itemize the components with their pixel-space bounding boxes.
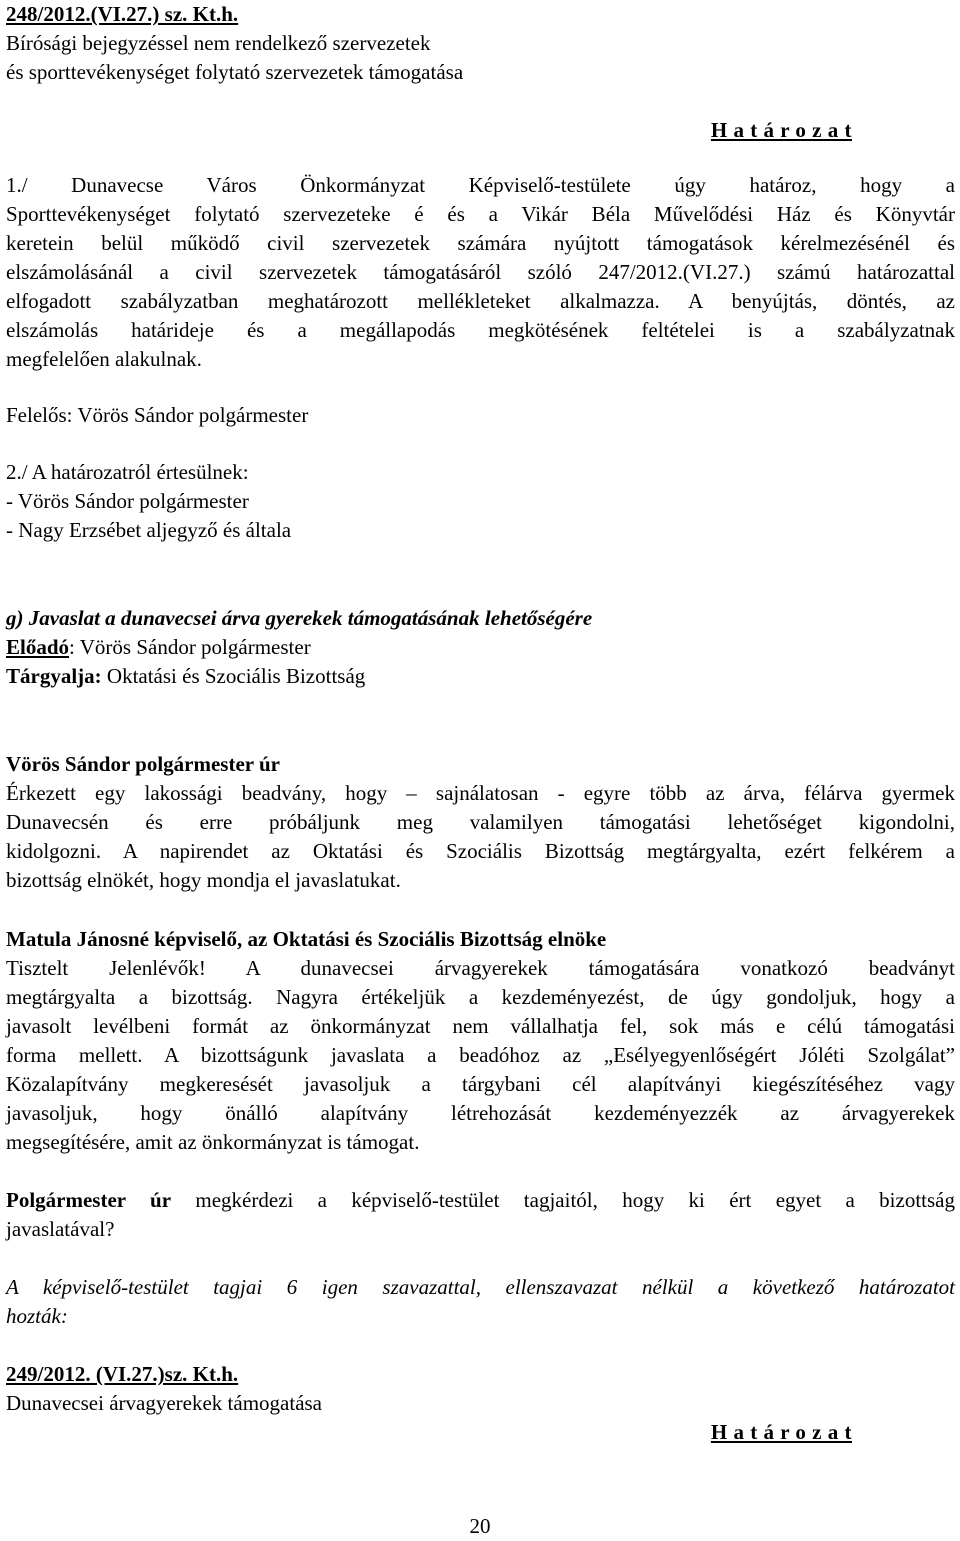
resolution-249-header <box>6 1360 955 1418</box>
discussed-by-value: Oktatási és Szociális Bizottság <box>101 664 366 688</box>
resolution-point-1 <box>6 171 955 374</box>
vote-result <box>6 1273 955 1331</box>
paragraph-line: elszámolásánál a civil szervezetek támogatásáról szóló 247/2012.(VI.27.) számú határozattal <box>6 260 955 284</box>
agenda-item-g <box>6 604 955 691</box>
paragraph-line: elfogadott szabályzatban meghatározott mellékleteket alkalmazza. A benyújtás, döntés, az <box>6 289 955 313</box>
resolution-number: 248/2012.(VI.27.) sz. Kt.h. <box>6 2 239 26</box>
recipient-item: - Nagy Erzsébet aljegyző és általa <box>6 518 292 542</box>
page-number: 20 <box>469 1514 491 1538</box>
responsible-person: Felelős: Vörös Sándor polgármester <box>6 403 309 427</box>
resolution-subject-line: Dunavecsei árvagyerekek támogatása <box>6 1391 323 1415</box>
paragraph-line: kidolgozni. A napirendet az Oktatási és Szociális Bizottság megtárgyalta, ezért felkérem a <box>6 839 955 863</box>
paragraph-line: megsegítésére, amit az önkormányzat is támogat. <box>6 1130 420 1154</box>
resolution-subject-line: és sporttevékenységet folytató szervezetek támogatása <box>6 60 464 84</box>
paragraph-line: javasoljuk, hogy önálló alapítvány létrehozását kezdeményezzék az árvagyerekek <box>6 1101 955 1125</box>
paragraph-line: Érkezett egy lakossági beadvány, hogy – sajnálatosan - egyre több az árva, félárva gyermek <box>6 781 955 805</box>
paragraph-line: elszámolás határideje és a megállapodás megkötésének feltételei is a szabályzatnak <box>6 318 955 342</box>
discussed-by-line <box>6 662 955 691</box>
agenda-item-title: g) Javaslat a dunavecsei árva gyerekek támogatásának lehetőségére <box>6 606 593 630</box>
resolution-248-header <box>6 0 955 87</box>
paragraph-line: A képviselő-testület tagjai 6 igen szavazattal, ellenszavazat nélkül a következő határozatot <box>6 1275 955 1299</box>
paragraph-line: keretein belül működő civil szervezetek számára nyújtott támogatások kérelmezésénél és <box>6 231 955 255</box>
presenter-line <box>6 633 955 662</box>
resolution-point-2 <box>6 458 955 545</box>
paragraph-line: megfelelően alakulnak. <box>6 347 202 371</box>
resolution-number: 249/2012. (VI.27.)sz. Kt.h. <box>6 1362 239 1386</box>
presenter-value: : Vörös Sándor polgármester <box>69 635 311 659</box>
speech-mayor-question <box>6 1186 955 1244</box>
paragraph-line <box>6 1186 955 1215</box>
paragraph-line: forma mellett. A bizottságunk javaslata a beadóhoz az „Esélyegyenlőségért Jóléti Szolgálat” <box>6 1043 955 1067</box>
presenter-label: Előadó <box>6 635 70 659</box>
paragraph-line: bizottság elnökét, hogy mondja el javaslatukat. <box>6 868 401 892</box>
paragraph-line: 1./ Dunavecse Város Önkormányzat Képviselő-testülete úgy határoz, hogy a <box>6 173 955 197</box>
paragraph-line: Közalapítvány megkeresését javasoljuk a tárgybani cél alapítványi kiegészítéséhez vagy <box>6 1072 955 1096</box>
speaker-name: Polgármester úr <box>6 1188 172 1212</box>
resolution-heading: H a t á r o z a t <box>710 1420 852 1444</box>
resolution-heading: H a t á r o z a t <box>710 118 852 142</box>
paragraph-line: megtárgyalta a bizottság. Nagyra értékeljük a kezdeményezést, de úgy gondoljuk, hogy a <box>6 985 955 1009</box>
resolution-subject-line: Bírósági bejegyzéssel nem rendelkező szervezetek <box>6 31 431 55</box>
paragraph-line: javasolt levélbeni formát az önkormányzat nem vállalhatja fel, sok más e célú támogatási <box>6 1014 955 1038</box>
speech-text: megkérdezi a képviselő-testület tagjaitól, hogy ki ért egyet a bizottság <box>171 1188 955 1212</box>
paragraph-line: hozták: <box>6 1304 68 1328</box>
speaker-name: Matula Jánosné képviselő, az Oktatási és Szociális Bizottság elnöke <box>6 927 607 951</box>
speaker-name: Vörös Sándor polgármester úr <box>6 752 280 776</box>
notified-heading: 2./ A határozatról értesülnek: <box>6 460 249 484</box>
speech-committee-chair <box>6 925 955 1157</box>
paragraph-line: Dunavecsén és erre próbáljunk meg valamilyen támogatási lehetőséget kigondolni, <box>6 810 955 834</box>
paragraph-line: Tisztelt Jelenlévők! A dunavecsei árvagyerekek támogatására vonatkozó beadványt <box>6 956 955 980</box>
paragraph-line: javaslatával? <box>6 1217 115 1241</box>
discussed-by-label: Tárgyalja: <box>6 664 102 688</box>
paragraph-line: Sporttevékenységet folytató szervezeteke é és a Vikár Béla Művelődési Ház és Könyvtár <box>6 202 955 226</box>
speech-mayor <box>6 750 955 895</box>
recipient-item: - Vörös Sándor polgármester <box>6 489 249 513</box>
